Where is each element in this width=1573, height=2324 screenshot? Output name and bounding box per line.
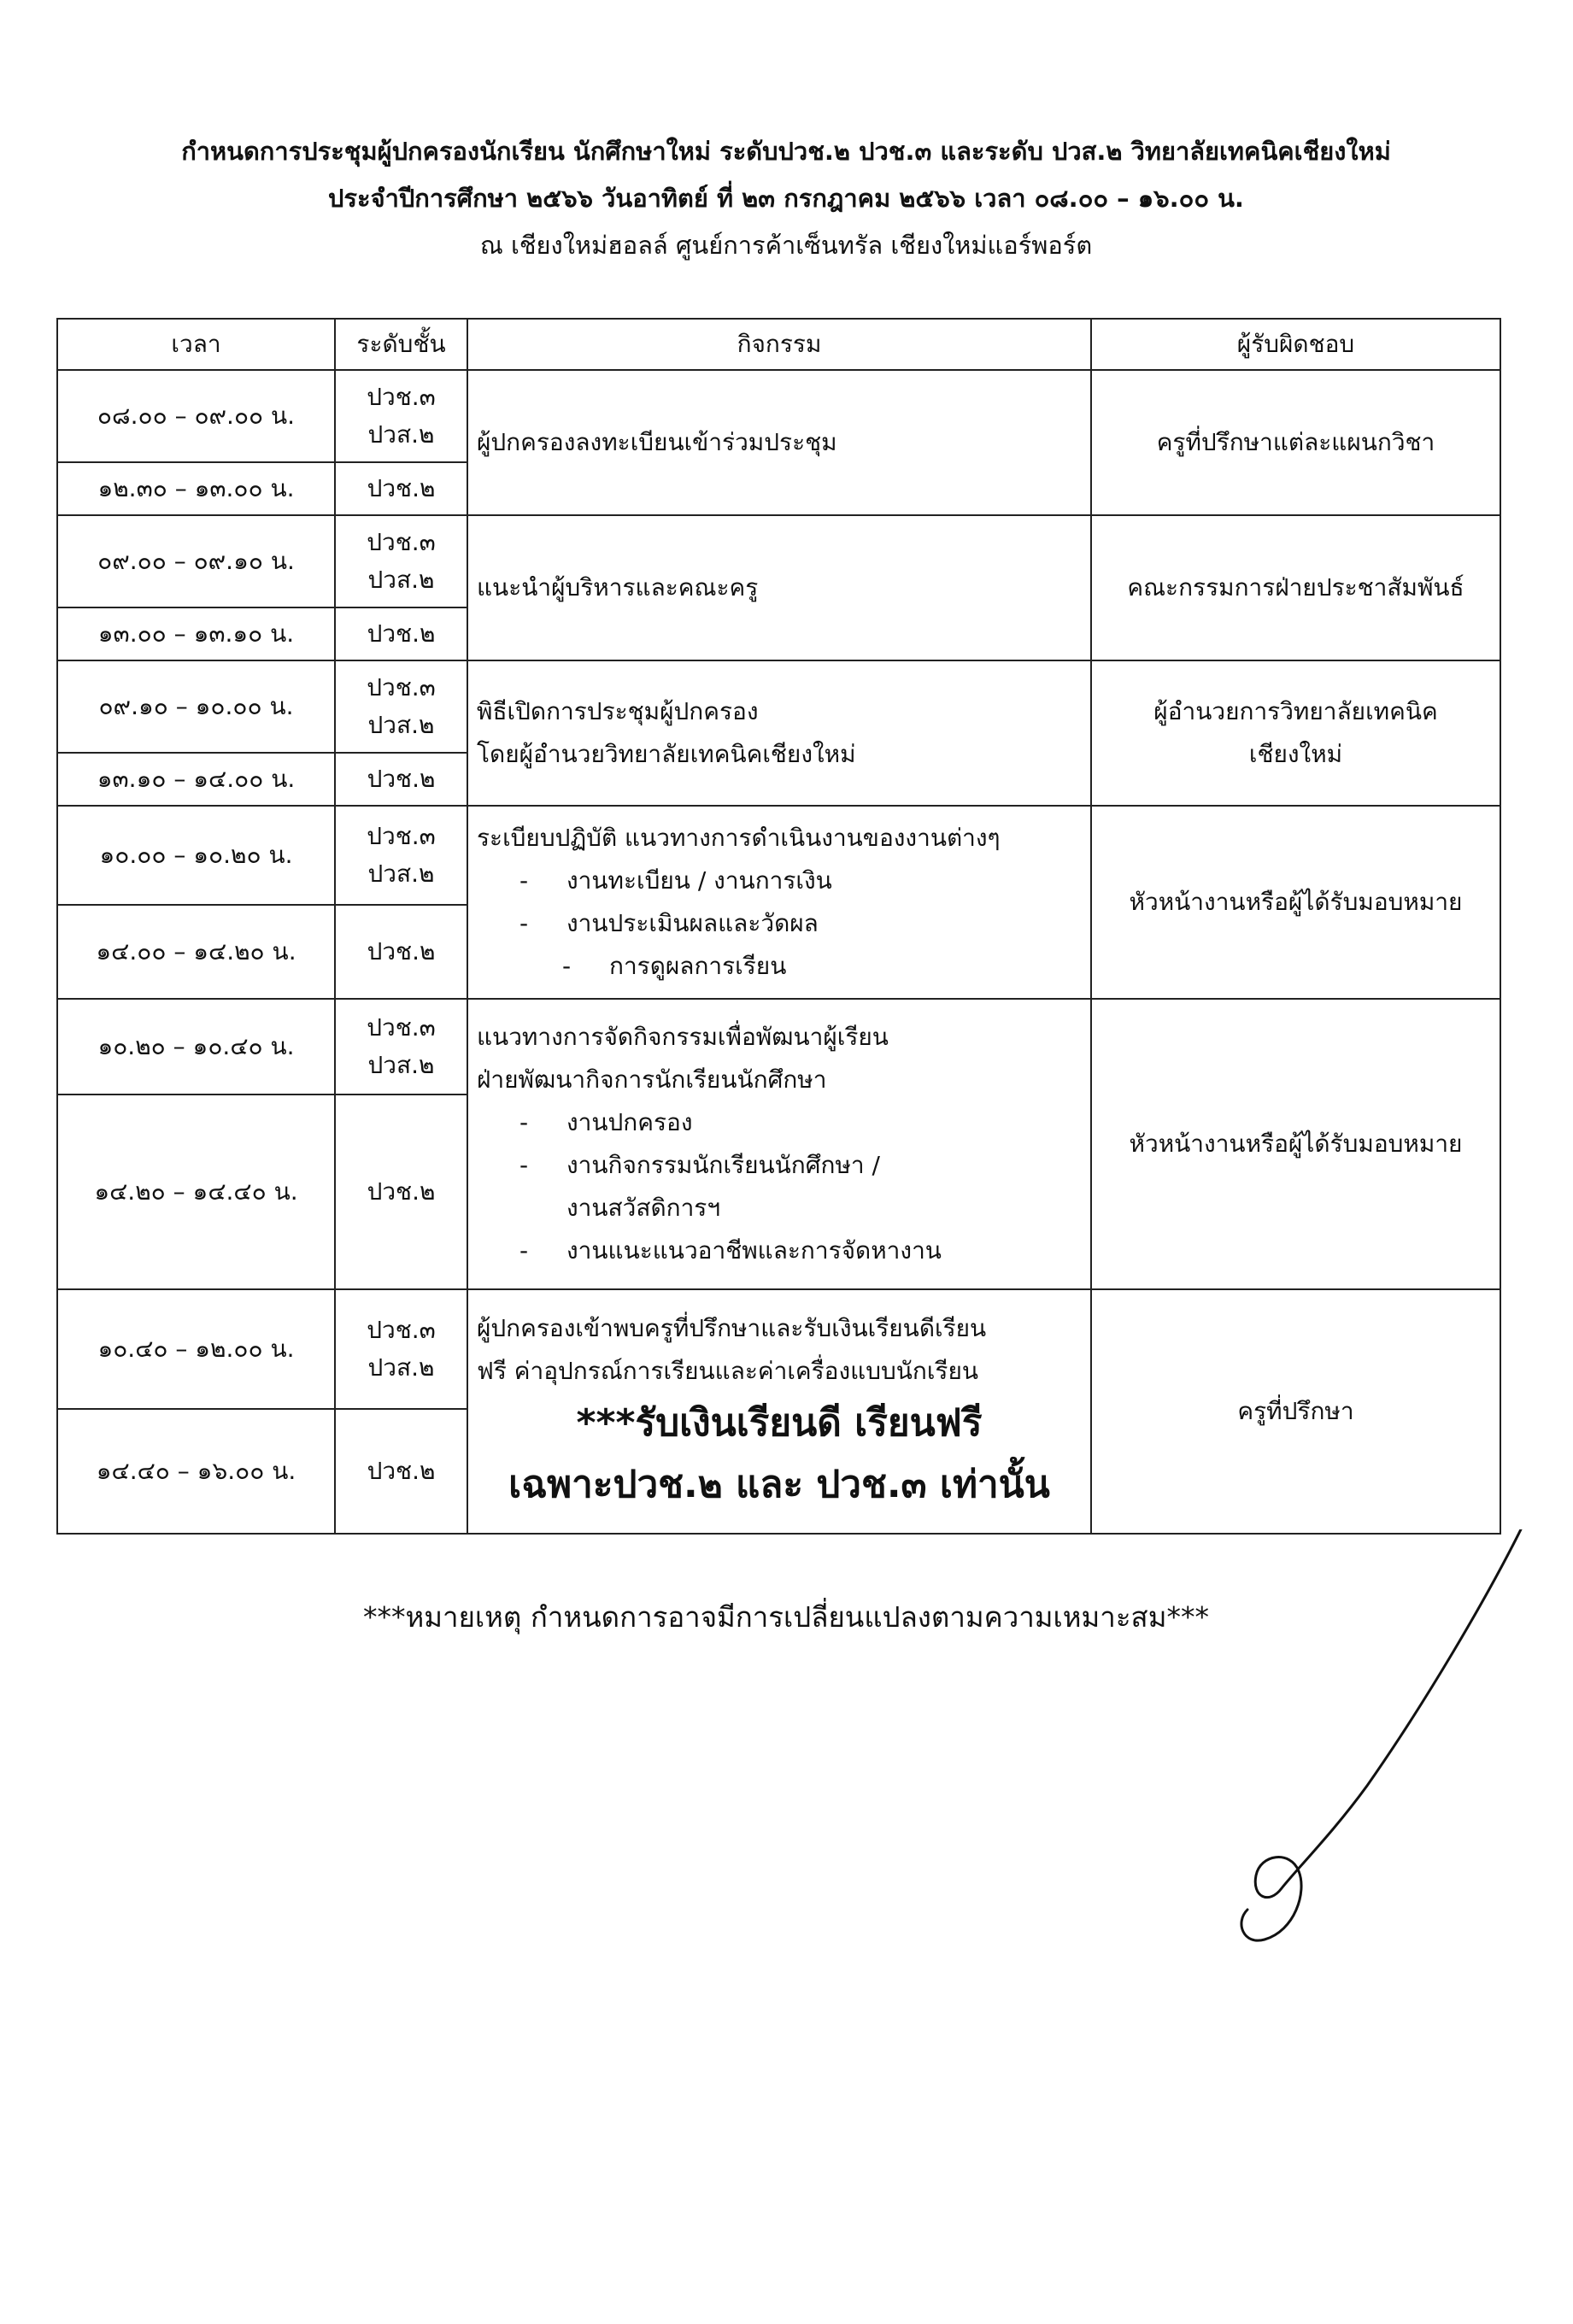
activity-cell: [467, 1289, 1091, 1534]
responsible-cell: คณะกรรมการฝ่ายประชาสัมพันธ์: [1091, 515, 1500, 660]
activity-title: ฝ่ายพัฒนากิจการนักเรียนนักศึกษา: [477, 1065, 827, 1094]
responsible-cell: [1091, 660, 1500, 806]
level-cell: [335, 806, 467, 905]
level-cell: ปวช.๒: [335, 905, 467, 999]
level-cell: ปวช.๒: [335, 607, 467, 660]
time-cell: ๑๔.๔๐ – ๑๖.๐๐ น.: [57, 1409, 335, 1534]
activity-item: - งานกิจกรรมนักเรียนนักศึกษา /: [519, 1151, 880, 1179]
level-cell: [335, 370, 467, 462]
level-label: ปวส.๒: [367, 860, 435, 888]
table-row: [57, 1289, 1500, 1409]
time-cell: ๐๙.๐๐ – ๐๙.๑๐ น.: [57, 515, 335, 607]
schedule-table: [56, 318, 1501, 1535]
time-cell: ๑๒.๓๐ – ๑๓.๐๐ น.: [57, 462, 335, 515]
level-label: ปวช.๓: [367, 1013, 436, 1042]
activity-note: ***รับเงินเรียนดี เรียนฟรี: [576, 1401, 983, 1445]
activity-title: แนวทางการจัดกิจกรรมเพื่อพัฒนาผู้เรียน: [477, 1023, 889, 1051]
title-line-2: ประจำปีการศึกษา ๒๕๖๖ วันอาทิตย์ ที่ ๒๓ กรกฎาคม ๒๕๖๖ เวลา ๐๘.๐๐ – ๑๖.๐๐ น.: [328, 184, 1244, 213]
time-cell: ๐๙.๑๐ – ๑๐.๐๐ น.: [57, 660, 335, 753]
activity-subitem: - การดูผลการเรียน: [562, 952, 787, 980]
handwritten-signature: [1230, 1529, 1538, 2324]
activity-item-continuation: งานสวัสดิการฯ: [566, 1194, 721, 1222]
level-cell: [335, 999, 467, 1095]
responsible-line: เชียงใหม่: [1248, 740, 1343, 768]
level-cell: ปวช.๒: [335, 462, 467, 515]
activity-item: - งานทะเบียน / งานการเงิน: [519, 866, 832, 895]
time-cell: ๑๓.๑๐ – ๑๔.๐๐ น.: [57, 753, 335, 806]
time-cell: ๑๔.๒๐ – ๑๔.๔๐ น.: [57, 1095, 335, 1289]
level-cell: [335, 515, 467, 607]
time-cell: ๑๐.๔๐ – ๑๒.๐๐ น.: [57, 1289, 335, 1409]
level-label: ปวส.๒: [367, 711, 435, 739]
responsible-cell: หัวหน้างานหรือผู้ได้รับมอบหมาย: [1091, 806, 1500, 999]
time-cell: ๐๘.๐๐ – ๐๙.๐๐ น.: [57, 370, 335, 462]
document-header: [51, 128, 1521, 269]
table-row: [57, 515, 1500, 607]
activity-item: - งานประเมินผลและวัดผล: [519, 909, 819, 937]
activity-cell: [467, 660, 1091, 806]
level-label: ปวช.๓: [367, 1316, 436, 1344]
time-cell: ๑๐.๒๐ – ๑๐.๔๐ น.: [57, 999, 335, 1095]
header-level: ระดับชั้น: [335, 319, 467, 370]
activity-item: - งานปกครอง: [519, 1108, 693, 1136]
level-cell: [335, 660, 467, 753]
title-line-1: กำหนดการประชุมผู้ปกครองนักเรียน นักศึกษาใหม่ ระดับปวช.๒ ปวช.๓ และระดับ ปวส.๒ วิทยาลัยเทคนิคเชียงใหม่: [181, 137, 1391, 166]
time-cell: ๑๓.๐๐ – ๑๓.๑๐ น.: [57, 607, 335, 660]
venue-line: ณ เชียงใหม่ฮอลล์ ศูนย์การค้าเซ็นทรัล เชียงใหม่แอร์พอร์ต: [479, 231, 1093, 260]
header-time: เวลา: [57, 319, 335, 370]
activity-line: ฟรี ค่าอุปกรณ์การเรียนและค่าเครื่องแบบนักเรียน: [477, 1357, 979, 1385]
table-row: [57, 806, 1500, 905]
responsible-cell: ครูที่ปรึกษา: [1091, 1289, 1500, 1534]
level-label: ปวส.๒: [367, 566, 435, 594]
level-label: ปวช.๓: [367, 383, 436, 411]
table-header-row: [57, 319, 1500, 370]
activity-line: โดยผู้อำนวยวิทยาลัยเทคนิคเชียงใหม่: [477, 740, 856, 768]
table-row: [57, 660, 1500, 753]
header-activity: กิจกรรม: [467, 319, 1091, 370]
level-label: ปวช.๓: [367, 822, 436, 850]
activity-cell: [467, 999, 1091, 1289]
activity-cell: ผู้ปกครองลงทะเบียนเข้าร่วมประชุม: [467, 370, 1091, 515]
level-cell: [335, 1289, 467, 1409]
responsible-cell: หัวหน้างานหรือผู้ได้รับมอบหมาย: [1091, 999, 1500, 1289]
time-cell: ๑๔.๐๐ – ๑๔.๒๐ น.: [57, 905, 335, 999]
activity-cell: [467, 806, 1091, 999]
activity-cell: แนะนำผู้บริหารและคณะครู: [467, 515, 1091, 660]
time-cell: ๑๐.๐๐ – ๑๐.๒๐ น.: [57, 806, 335, 905]
activity-note: เฉพาะปวช.๒ และ ปวช.๓ เท่านั้น: [508, 1463, 1050, 1506]
level-cell: ปวช.๒: [335, 1095, 467, 1289]
activity-item: - งานแนะแนวอาชีพและการจัดหางาน: [519, 1236, 942, 1265]
level-label: ปวช.๓: [367, 528, 436, 556]
table-row: [57, 999, 1500, 1095]
level-label: ปวส.๒: [367, 1353, 435, 1382]
level-label: ปวส.๒: [367, 1051, 435, 1079]
activity-line: พิธีเปิดการประชุมผู้ปกครอง: [477, 697, 759, 725]
level-cell: ปวช.๒: [335, 1409, 467, 1534]
activity-title: ระเบียบปฏิบัติ แนวทางการดำเนินงานของงานต่างๆ: [477, 824, 1001, 852]
responsible-cell: ครูที่ปรึกษาแต่ละแผนกวิชา: [1091, 370, 1500, 515]
level-label: ปวช.๓: [367, 673, 436, 701]
level-cell: ปวช.๒: [335, 753, 467, 806]
level-label: ปวส.๒: [367, 420, 435, 449]
responsible-line: ผู้อำนวยการวิทยาลัยเทคนิค: [1153, 697, 1438, 725]
remark-note: ***หมายเหตุ กำหนดการอาจมีการเปลี่ยนแปลงตามความเหมาะสม***: [363, 1600, 1209, 1634]
activity-line: ผู้ปกครองเข้าพบครูที่ปรึกษาและรับเงินเรียนดีเรียน: [477, 1314, 987, 1342]
header-responsible: ผู้รับผิดชอบ: [1091, 319, 1500, 370]
table-row: [57, 370, 1500, 462]
